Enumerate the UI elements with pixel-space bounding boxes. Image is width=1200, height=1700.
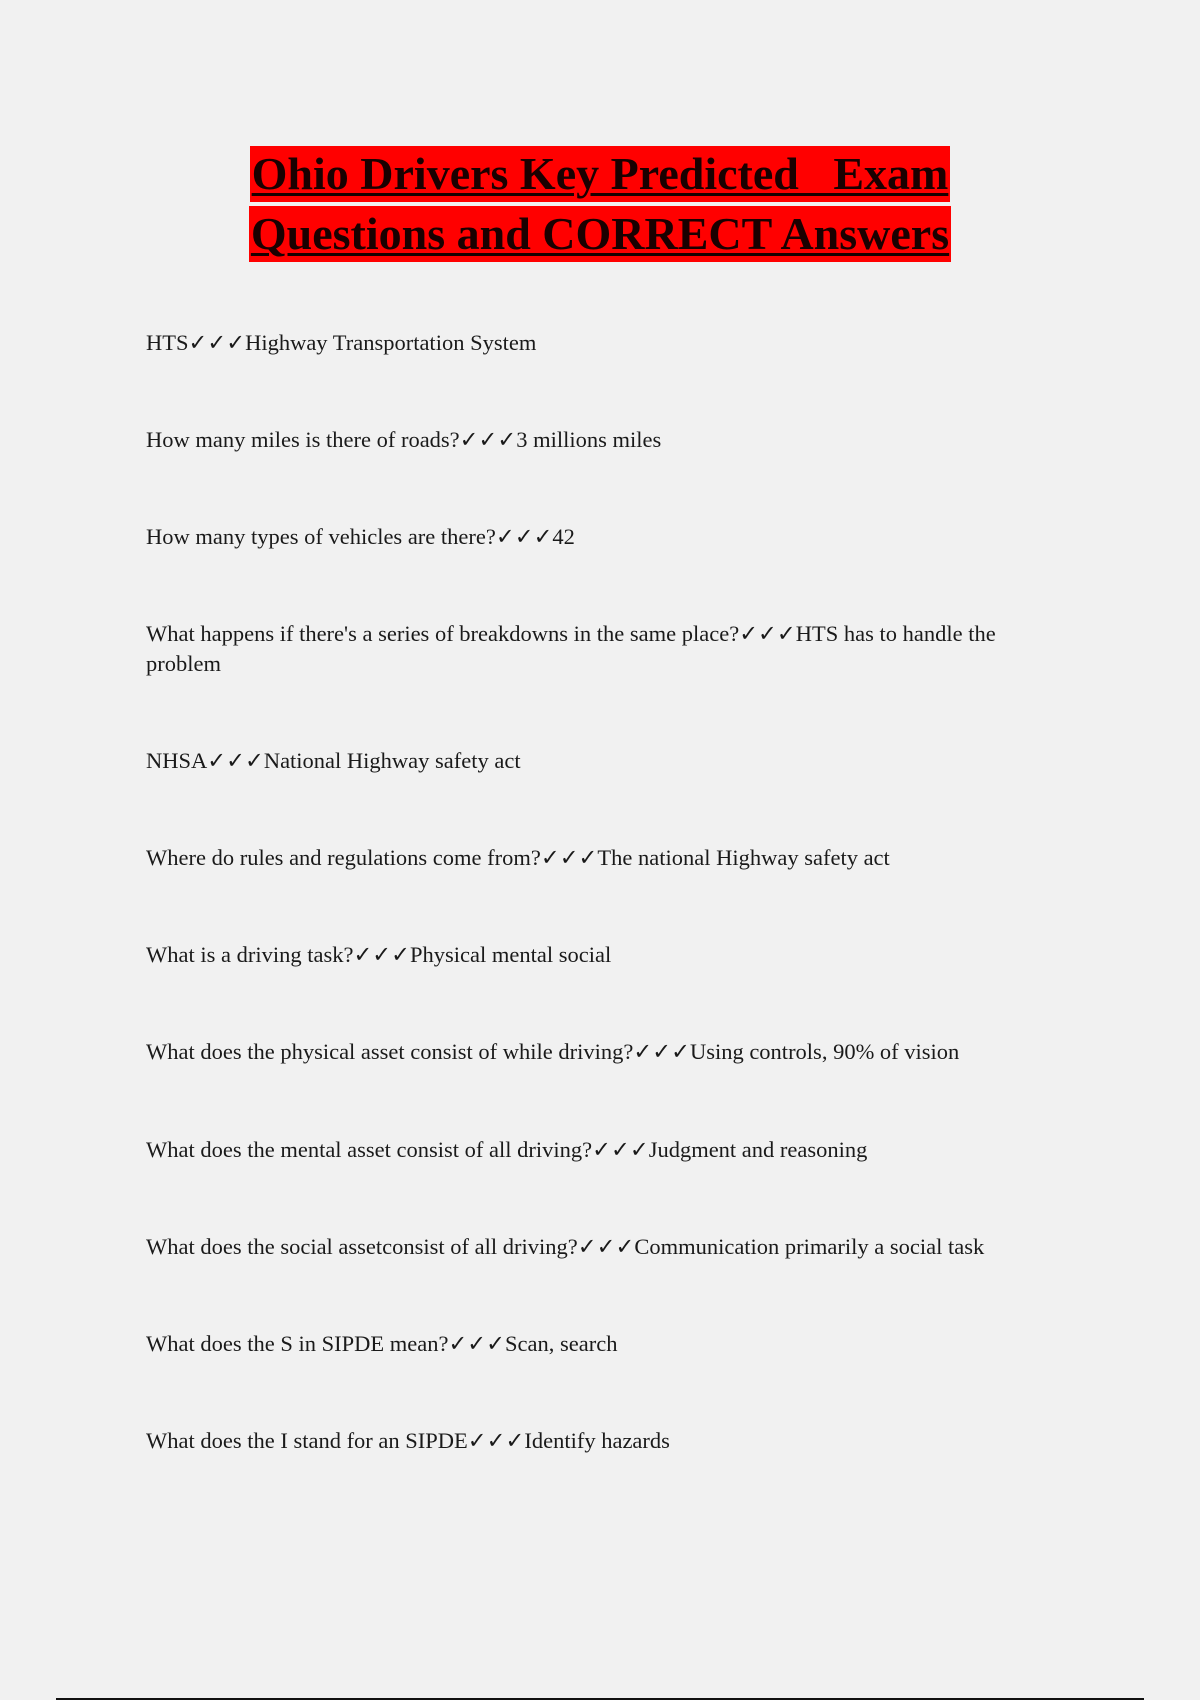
qa-item: What happens if there's a series of breakdowns in the same place?✓✓✓HTS has to handle the problem [146, 621, 996, 676]
qa-item: Where do rules and regulations come from?✓✓✓The national Highway safety act [146, 845, 890, 870]
title-line-2: Questions and CORRECT Answers [249, 206, 951, 262]
document-title [0, 146, 1200, 262]
qa-item: NHSA✓✓✓National Highway safety act [146, 748, 521, 773]
qa-item: What does the social assetconsist of all driving?✓✓✓Communication primarily a social task [146, 1234, 985, 1259]
qa-item: What does the mental asset consist of all driving?✓✓✓Judgment and reasoning [146, 1137, 868, 1162]
qa-item: What does the I stand for an SIPDE✓✓✓Identify hazards [146, 1428, 670, 1453]
qa-list [146, 328, 1056, 1523]
qa-item: HTS✓✓✓Highway Transportation System [146, 330, 537, 355]
qa-item: What does the physical asset consist of while driving?✓✓✓Using controls, 90% of vision [146, 1039, 960, 1064]
qa-item: What does the S in SIPDE mean?✓✓✓Scan, search [146, 1331, 618, 1356]
qa-item: What is a driving task?✓✓✓Physical mental social [146, 942, 612, 967]
qa-item: How many miles is there of roads?✓✓✓3 millions miles [146, 427, 662, 452]
qa-item: How many types of vehicles are there?✓✓✓42 [146, 524, 575, 549]
title-line-1: Ohio Drivers Key Predicted Exam [250, 146, 951, 202]
